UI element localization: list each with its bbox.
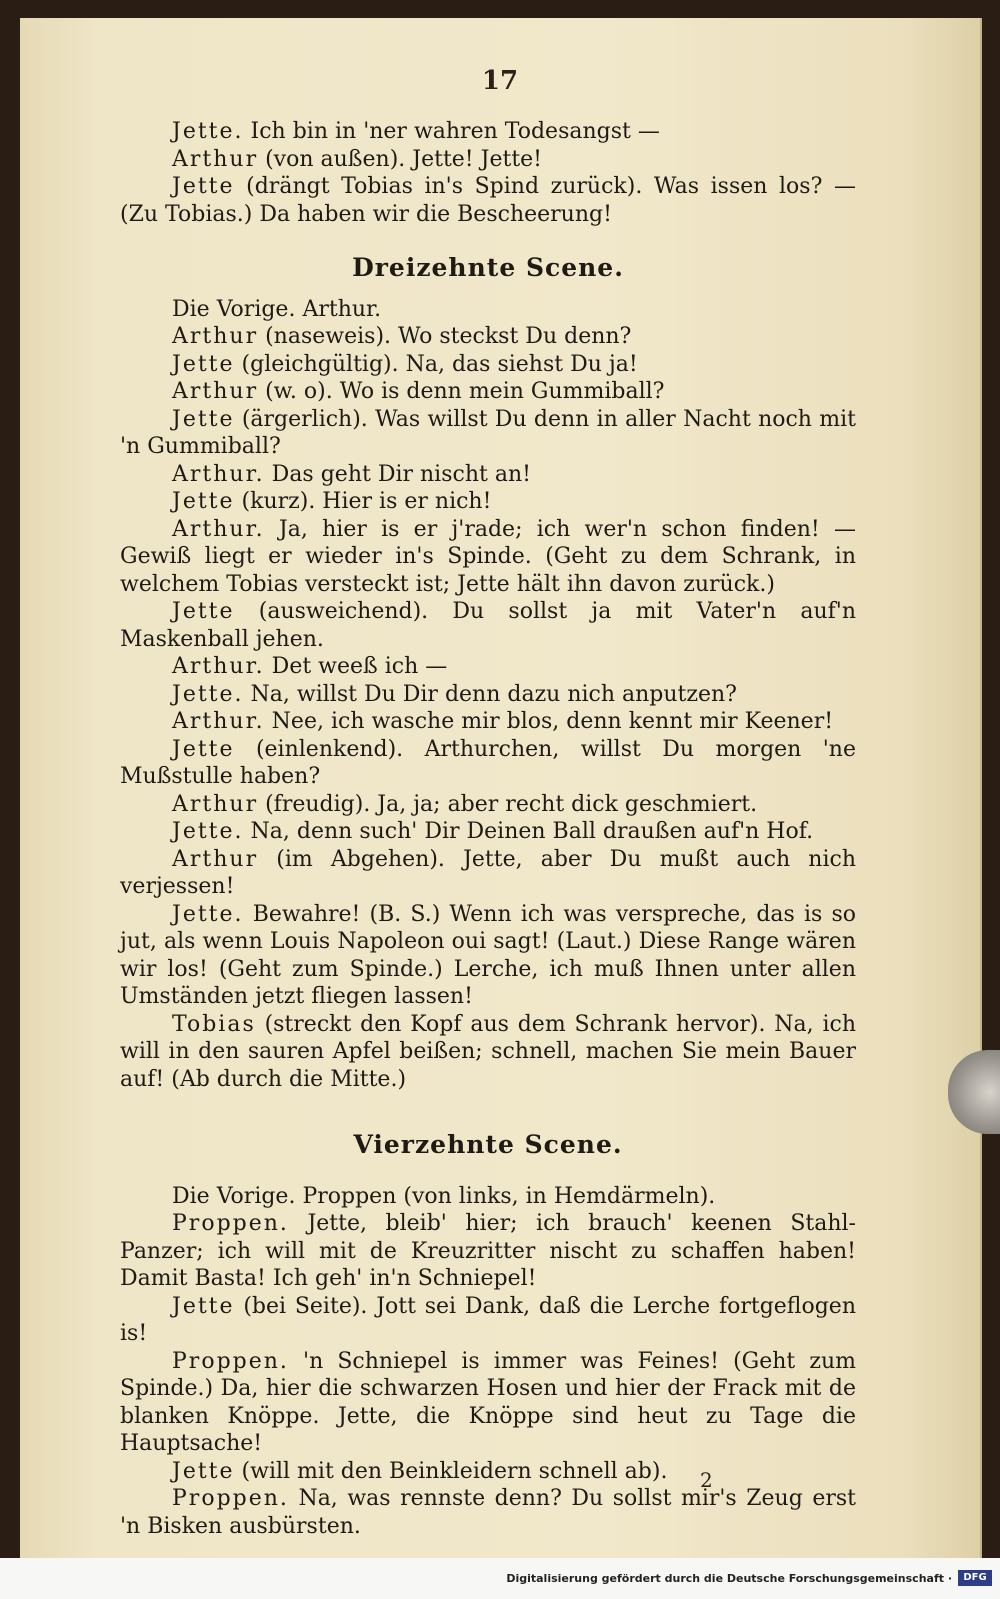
dialogue-line	[120, 1485, 856, 1540]
dialogue-line	[120, 681, 856, 709]
speaker-name: Arthur.	[172, 516, 265, 542]
dialogue-text: (freudig). Ja, ja; aber recht dick geschmiert.	[258, 791, 758, 817]
dialogue-text: (will mit den Beinkleidern schnell ab).	[234, 1458, 668, 1484]
funding-notice: Digitalisierung gefördert durch die Deutsche Forschungsgemeinschaft ·	[506, 1572, 952, 1585]
dialogue-text: (gleichgültig). Na, das siehst Du ja!	[234, 351, 638, 377]
dialogue-line	[120, 708, 856, 736]
dialogue-text: (ärgerlich). Was willst Du denn in aller Nacht noch mit 'n Gummiball?	[120, 406, 856, 459]
speaker-name: Arthur	[172, 146, 259, 172]
speaker-name: Jette.	[172, 681, 244, 707]
dialogue-text: (ausweichend). Du sollst ja mit Vater'n auf'n Maskenball jehen.	[120, 599, 856, 652]
scene-heading: Dreizehnte Scene.	[352, 253, 624, 282]
dialogue-line	[120, 461, 856, 489]
scene-heading: Vierzehnte Scene.	[353, 1130, 623, 1159]
dialogue-block-scene-14	[120, 1210, 856, 1540]
dialogue-text: (im Abgehen). Jette, aber Du mußt auch nich verjessen!	[120, 846, 856, 899]
dialogue-text: Ich bin in 'ner wahren Todesangst —	[243, 119, 660, 144]
dialogue-text: (naseweis). Wo steckst Du denn?	[258, 324, 632, 349]
dialogue-text: Na, willst Du Dir denn dazu nich anputzen?	[243, 681, 737, 707]
dialogue-line	[120, 846, 856, 901]
speaker-name: Jette	[172, 736, 235, 762]
speaker-name: Arthur.	[172, 654, 265, 679]
signature-mark: 2	[700, 1468, 713, 1492]
dialogue-line	[120, 378, 856, 406]
dialogue-text: (bei Seite). Jott sei Dank, daß die Lerche fortgeflogen is!	[120, 1293, 856, 1346]
speaker-name: Proppen.	[172, 1348, 289, 1374]
speaker-name: Jette.	[172, 119, 244, 144]
dialogue-text: Na, denn such' Dir Deinen Ball draußen auf'n Hof.	[243, 819, 814, 844]
speaker-name: Jette	[172, 489, 235, 514]
speaker-name: Tobias	[172, 1011, 256, 1037]
book-page	[20, 18, 982, 1558]
speaker-name: Jette	[172, 174, 235, 199]
scene-cast: Die Vorige. Proppen (von links, in Hemdärmeln).	[172, 1183, 716, 1209]
dialogue-text: Nee, ich wasche mir blos, denn kennt mir Keener!	[264, 709, 834, 734]
dialogue-text: Na, was rennste denn? Du sollst mir's Zeug erst 'n Bisken ausbürsten.	[120, 1486, 856, 1539]
dialogue-line	[120, 118, 856, 146]
dialogue-text: (w. o). Wo is denn mein Gummiball?	[258, 379, 665, 404]
dialogue-line	[120, 598, 856, 653]
dialogue-line	[120, 736, 856, 791]
scene-cast: Die Vorige. Arthur.	[172, 296, 382, 322]
speaker-name: Jette	[172, 1293, 235, 1319]
dialogue-text: (drängt Tobias in's Spind zurück). Was issen los? — (Zu Tobias.) Da haben wir die Bescheerung!	[120, 174, 856, 227]
speaker-name: Arthur	[172, 846, 259, 872]
page-number: 17	[481, 66, 519, 96]
speaker-name: Arthur.	[172, 461, 265, 487]
dialogue-line	[120, 146, 856, 174]
dialogue-line	[120, 901, 856, 1011]
dialogue-line	[120, 791, 856, 819]
page-content	[120, 118, 856, 1540]
dialogue-text: Ja, hier is er j'rade; ich wer'n schon finden! — Gewiß liegt er wieder in's Spinde. (Geht zu dem Schrank, in welchem Tobias versteckt ist; Jette hält ihn davon zurück.)	[120, 516, 856, 597]
dialogue-line	[120, 653, 856, 681]
dialogue-text: 'n Schniepel is immer was Feines! (Geht zum Spinde.) Da, hier die schwarzen Hosen und hier der Frack mit de blanken Knöppe. Jette, die Knöppe sind heut zu Tage die Hauptsache!	[120, 1348, 856, 1456]
dialogue-line	[120, 406, 856, 461]
dialogue-text: (von außen). Jette! Jette!	[258, 146, 543, 172]
dialogue-block-top	[120, 118, 856, 228]
speaker-name: Jette	[172, 351, 235, 377]
dialogue-line	[120, 1458, 856, 1486]
dialogue-block-scene-13	[120, 323, 856, 1093]
speaker-name: Jette	[172, 406, 235, 432]
footer-bar	[0, 1558, 1000, 1599]
dialogue-text: Bewahre! (B. S.) Wenn ich was verspreche, das is so jut, als wenn Louis Napoleon oui sagt! (Laut.) Diese Range wären wir los! (Geht zum Spinde.) Lerche, ich muß Ihnen unter allen Umständen jetzt fliegen lassen!	[120, 901, 856, 1009]
dialogue-text: Det weeß ich —	[264, 654, 448, 679]
speaker-name: Jette	[172, 1458, 235, 1484]
speaker-name: Arthur	[172, 791, 259, 817]
dialogue-line	[120, 818, 856, 846]
speaker-name: Jette	[172, 599, 235, 624]
dialogue-line	[120, 1293, 856, 1348]
dialogue-line	[120, 488, 856, 516]
dialogue-line	[120, 1011, 856, 1094]
speaker-name: Arthur	[172, 379, 259, 404]
speaker-name: Jette.	[172, 819, 244, 844]
dialogue-text: Das geht Dir nischt an!	[264, 461, 531, 487]
dialogue-line	[120, 173, 856, 228]
dialogue-line	[120, 351, 856, 379]
dfg-logo-icon: DFG	[958, 1570, 992, 1586]
dialogue-line	[120, 1210, 856, 1293]
speaker-name: Arthur.	[172, 709, 265, 734]
speaker-name: Proppen.	[172, 1486, 289, 1511]
dialogue-text: Jette, bleib' hier; ich brauch' keenen Stahl-Panzer; ich will mit de Kreuzritter nischt zu schaffen haben! Damit Basta! Ich geh' in'n Schniepel!	[120, 1211, 856, 1291]
dialogue-text: (kurz). Hier is er nich!	[234, 489, 492, 514]
dialogue-line	[120, 516, 856, 599]
speaker-name: Jette.	[172, 901, 244, 927]
dialogue-line	[120, 323, 856, 351]
dialogue-text: (streckt den Kopf aus dem Schrank hervor). Na, ich will in den sauren Apfel beißen; schnell, machen Sie mein Bauer auf! (Ab durch die Mitte.)	[120, 1011, 856, 1092]
dialogue-text: (einlenkend). Arthurchen, willst Du morgen 'ne Mußstulle haben?	[120, 736, 856, 789]
dialogue-line	[120, 1348, 856, 1458]
speaker-name: Proppen.	[172, 1211, 289, 1236]
speaker-name: Arthur	[172, 324, 259, 349]
